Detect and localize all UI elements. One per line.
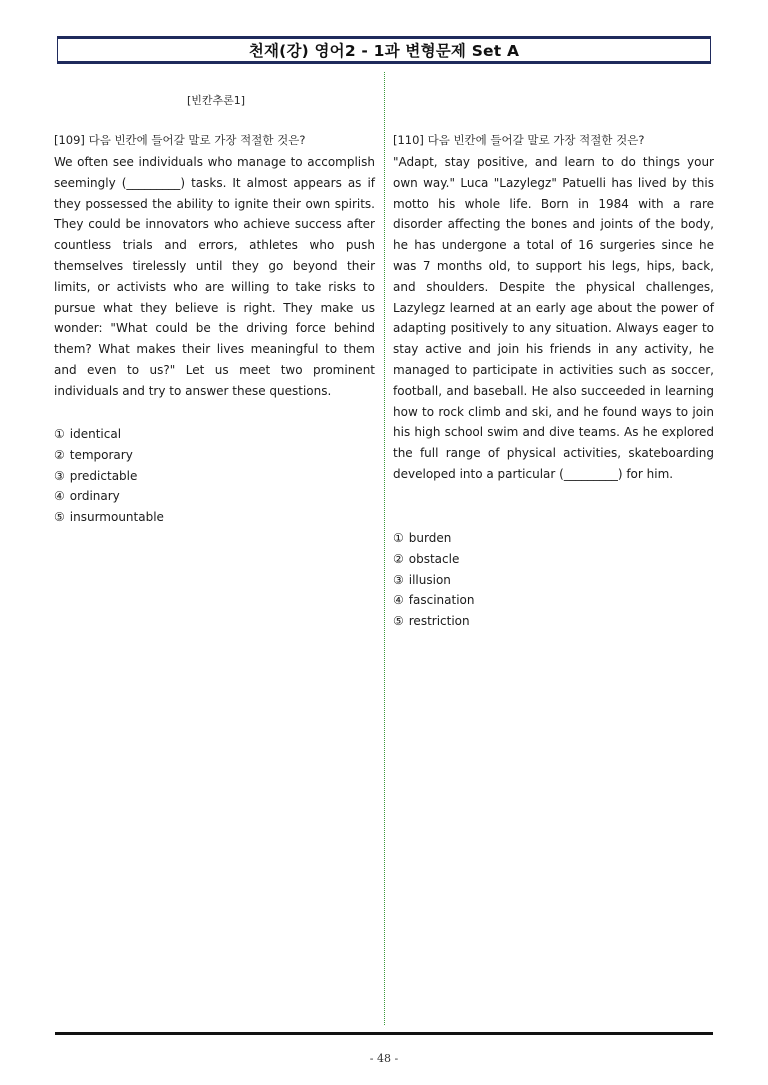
choice-item[interactable]: ⑤ restriction (393, 614, 470, 629)
page-header (57, 36, 711, 64)
question-110-choices (393, 528, 474, 632)
question-110-passage: "Adapt, stay positive, and learn to do things your own way." Luca "Lazylegz" Patuelli has lived by this motto his whole life. Born in 1984 with a rare disorder affecting the bones and joints of the body, he has undergone a total of 16 surgeries since he was 7 months old, to support his legs, hips, back, and shoulders. Despite the physical challenges, Lazylegz learned at an early age about the power of adapting positively to any situation. Always eager to stay active and join his friends in any activity, he managed to participate in activities such as soccer, football, and baseball. He also succeeded in learning how to rock climb and ski, and he found ways to join his high school swim and dive teams. As he explored the full range of physical activities, skateboarding developed into a particular (_________) for him. (393, 155, 714, 481)
choice-item[interactable]: ② obstacle (393, 551, 460, 566)
page-title: 천재(강) 영어2 - 1과 변형문제 Set A (248, 42, 520, 60)
section-label: [빈칸추론1] (187, 94, 246, 107)
choice-item[interactable]: ④ fascination (393, 593, 475, 608)
choice-item[interactable]: ③ predictable (54, 468, 138, 483)
question-109-choices (54, 424, 164, 528)
page-number: - 48 - (369, 1052, 399, 1065)
choice-item[interactable]: ⑤ insurmountable (54, 510, 164, 525)
column-divider (384, 72, 385, 1025)
question-110-heading: [110] 다음 빈칸에 들어갈 말로 가장 적절한 것은? (393, 133, 645, 147)
choice-item[interactable]: ③ illusion (393, 572, 451, 587)
choice-item[interactable]: ④ ordinary (54, 489, 120, 504)
choice-item[interactable]: ① identical (54, 427, 122, 441)
question-109-passage: We often see individuals who manage to accomplish seemingly (_________) tasks. It almost appears as if they possessed the ability to ignite their own spirits. They could be innovators who achieve success after countless trials and errors, athletes who push themselves tirelessly until they go beyond their limits, or activists who are willing to take risks to pursue what they believe is right. They make us wonder: "What could be the driving force behind them? What makes their lives meaningful to them and even to us?" Let us meet two prominent individuals and try to answer these questions. (54, 155, 375, 398)
question-109-heading: [109] 다음 빈칸에 들어갈 말로 가장 적절한 것은? (54, 133, 306, 147)
choice-item[interactable]: ② temporary (54, 447, 133, 462)
footer-rule (55, 1032, 713, 1035)
choice-item[interactable]: ① burden (393, 531, 452, 545)
